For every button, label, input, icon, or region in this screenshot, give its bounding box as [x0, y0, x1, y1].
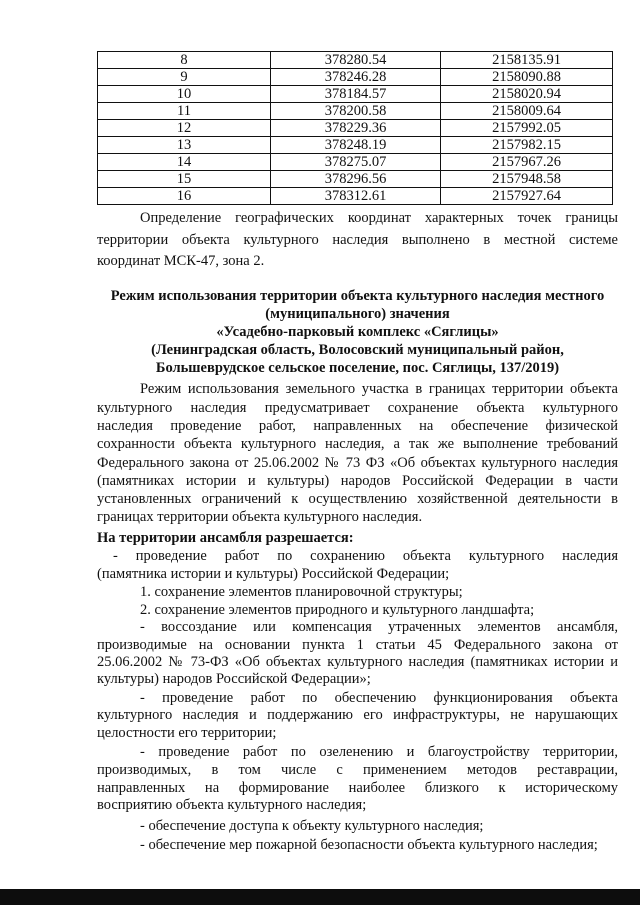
table-cell-y: 2157927.64	[441, 188, 613, 205]
table-cell-x: 378275.07	[271, 154, 441, 171]
permitted-item-line: - проведение работ по обеспечению функционирования объекта	[140, 690, 618, 706]
table-row	[98, 171, 613, 188]
regime-paragraph-line: (памятниках истории и культуры) народов Российской Федерации в части	[97, 473, 618, 489]
table-cell-point-number: 12	[98, 120, 271, 137]
table-cell-x: 378246.28	[271, 69, 441, 86]
table-cell-y: 2158135.91	[441, 52, 613, 69]
permitted-item-line: производимых, в том числе с применением методов реставрации,	[97, 762, 618, 778]
table-row	[98, 137, 613, 154]
table-cell-y: 2157992.05	[441, 120, 613, 137]
permitted-item-line: культурного наследия и поддержанию его инфраструктуры, не нарушающих	[97, 707, 618, 723]
permitted-item-line: восприятию объекта культурного наследия;	[97, 797, 367, 813]
table-row	[98, 154, 613, 171]
permitted-item-line: производимые на основании пункта 1 статьи 45 Федерального закона от	[97, 637, 618, 653]
table-cell-point-number: 13	[98, 137, 271, 154]
table-cell-y: 2158020.94	[441, 86, 613, 103]
regime-paragraph-line: наследия проведение работ, направленных на обеспечение физической	[97, 418, 618, 434]
table-cell-x: 378200.58	[271, 103, 441, 120]
regime-paragraph-line: Федерального закона от 25.06.2002 № 73 ФЗ «Об объектах культурного наследия	[97, 455, 618, 471]
permitted-heading: На территории ансамбля разрешается:	[97, 530, 354, 546]
permitted-item-line: - обеспечение мер пожарной безопасности объекта культурного наследия;	[140, 837, 598, 853]
coordinates-table	[97, 51, 613, 205]
table-cell-point-number: 15	[98, 171, 271, 188]
table-cell-x: 378229.36	[271, 120, 441, 137]
permitted-item-line: культуры) народов Российской Федерации»;	[97, 671, 371, 687]
table-cell-y: 2157982.15	[441, 137, 613, 154]
table-row	[98, 188, 613, 205]
regime-heading-line: (Ленинградская область, Волосовский муниципальный район,	[151, 342, 564, 358]
permitted-item-line: 1. сохранение элементов планировочной структуры;	[140, 584, 463, 600]
permitted-item-line: - проведение работ по озеленению и благоустройству территории,	[140, 744, 618, 760]
table-cell-x: 378184.57	[271, 86, 441, 103]
regime-heading-line: Режим использования территории объекта культурного наследия местного	[110, 288, 605, 304]
table-cell-x: 378296.56	[271, 171, 441, 188]
coord-note-line: Определение географических координат характерных точек границы	[140, 210, 618, 226]
regime-paragraph-line: границах территории объекта культурного наследия.	[97, 509, 423, 525]
regime-paragraph-line: установленных ограничений к осуществлению хозяйственной деятельности в	[97, 491, 618, 507]
permitted-item-line: направленных на формирование наиболее близкого к историческому	[97, 780, 618, 796]
permitted-item-line: (памятника истории и культуры) Российской Федерации;	[97, 566, 450, 582]
table-cell-y: 2157948.58	[441, 171, 613, 188]
scan-edge	[0, 889, 640, 905]
table-cell-point-number: 11	[98, 103, 271, 120]
table-cell-y: 2157967.26	[441, 154, 613, 171]
regime-heading-line: (муниципального) значения	[265, 306, 450, 322]
permitted-item-line: 2. сохранение элементов природного и культурного ландшафта;	[140, 602, 535, 618]
regime-paragraph-line: сохранности объекта культурного наследия, а так же выполнение требований	[97, 436, 618, 452]
table-cell-x: 378280.54	[271, 52, 441, 69]
table-cell-point-number: 8	[98, 52, 271, 69]
table-cell-x: 378248.19	[271, 137, 441, 154]
table-row	[98, 69, 613, 86]
table-cell-y: 2158090.88	[441, 69, 613, 86]
table-cell-point-number: 16	[98, 188, 271, 205]
table-cell-point-number: 9	[98, 69, 271, 86]
permitted-item-line: - проведение работ по сохранению объекта культурного наследия	[113, 548, 618, 564]
table-row	[98, 120, 613, 137]
coord-note-line: координат МСК-47, зона 2.	[97, 253, 265, 269]
table-row	[98, 52, 613, 69]
regime-paragraph-line: Режим использования земельного участка в границах территории объекта	[140, 381, 618, 397]
coord-note-line: территории объекта культурного наследия выполнено в местной системе	[97, 232, 618, 248]
regime-heading-line: Большеврудское сельское поселение, пос. Сяглицы, 137/2019)	[155, 360, 560, 376]
permitted-item-line: - обеспечение доступа к объекту культурного наследия;	[140, 818, 484, 834]
table-cell-point-number: 10	[98, 86, 271, 103]
table-row	[98, 103, 613, 120]
table-cell-point-number: 14	[98, 154, 271, 171]
permitted-item-line: - воссоздание или компенсация утраченных элементов ансамбля,	[140, 619, 618, 635]
table-cell-x: 378312.61	[271, 188, 441, 205]
regime-paragraph-line: культурного наследия предусматривает сохранение объекта культурного	[97, 400, 618, 416]
permitted-item-line: целостности его территории;	[97, 725, 277, 741]
permitted-item-line: 25.06.2002 № 73-ФЗ «Об объектах культурного наследия (памятниках истории и	[97, 654, 618, 670]
regime-heading-line: «Усадебно-парковый комплекс «Сяглицы»	[216, 324, 499, 340]
table-cell-y: 2158009.64	[441, 103, 613, 120]
table-row	[98, 86, 613, 103]
